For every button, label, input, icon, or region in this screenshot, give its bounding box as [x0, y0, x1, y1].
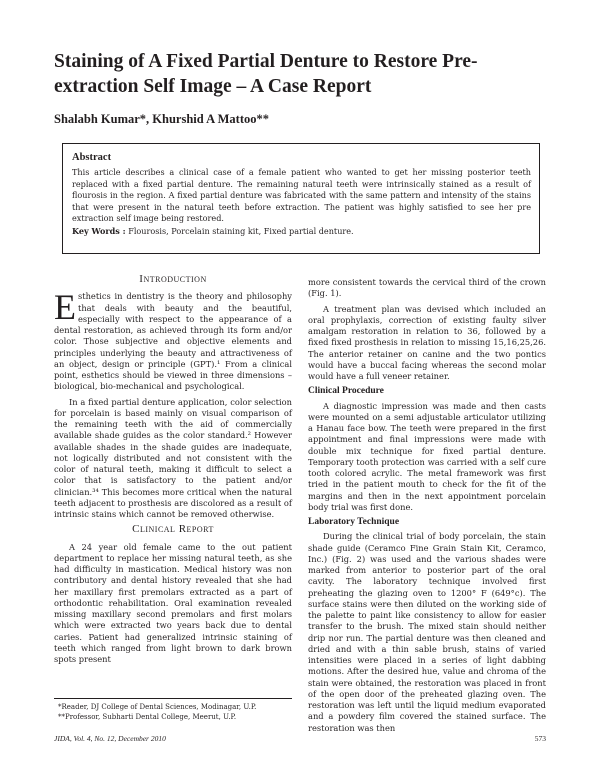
introduction-paragraph-1-text: sthetics in dentistry is the theory and philosophy that deals with beauty and the beautiful, especially with respect to the appearance of a dental restoration, as achieved through its form and/or color. Those subjective and objective elements and principles underlying the beauty and attractiveness of an object, design or principle (GPT).¹ From a clinical point, esthetics should be viewed in three dimensions – biological, bio-mechanical and psychological. — [54, 291, 292, 392]
clinical-report-heading: Clinical Report — [132, 523, 214, 536]
laboratory-technique-heading: Laboratory Technique — [308, 517, 400, 527]
clinical-report-paragraph-1: A 24 year old female came to the out patient department to replace her missing natural teeth, as she had difficulty in mastication. Medical history was non contributory and dental history revealed that she had her maxillary first premolars extracted as a part of orthodontic rehabilitation. Oral examination revealed missing maxillary second premolars and first molars which were extracted two years back due to dental caries. Patient had generalized intrinsic staining of teeth which ranged from light brown to dark brown spots present — [54, 541, 292, 664]
dropcap-letter: E — [54, 287, 76, 328]
footnote-2: **Professor, Subharti Dental College, Meerut, U.P. — [58, 713, 237, 721]
abstract-box — [62, 143, 540, 254]
article-title: Staining of A Fixed Partial Denture to Restore Pre-extraction Self Image – A Case Report — [54, 51, 478, 97]
introduction-paragraph-1 — [54, 287, 292, 392]
abstract-text: This article describes a clinical case of a female patient who wanted to get her missing posterior teeth replaced with a fixed partial denture. The remaining natural teeth were intrinsically stained as a result of flourosis in the region. A fixed partial denture was fabricated with the same pattern and intensity of the stains that were present in the natural teeth before extraction. The patient was highly satisfied to see her pre extraction self image being restored. — [72, 167, 531, 224]
keywords-line — [72, 226, 531, 237]
introduction-paragraph-2: In a fixed partial denture application, color selection for porcelain is based mainly on visual comparison of the remaining teeth with the aid of commercially available shade guides as the color standard.² However available shades in the shade guides are inadequate, not logically distributed and not consistent with the color of natural teeth, making it difficult to select a color that is satisfactory to the patient and/or clinician.³⁴ This becomes more critical when the natural teeth adjacent to prosthesis are discolored as a result of intrinsic stains which cannot be removed otherwise. — [54, 396, 292, 519]
introduction-heading: Introduction — [139, 273, 207, 285]
abstract-heading: Abstract — [72, 152, 112, 163]
footnote-1: *Reader, DJ College of Dental Sciences, Modinagar, U.P. — [58, 703, 257, 711]
clinical-report-paragraph-2: more consistent towards the cervical third of the crown (Fig. 1). — [308, 277, 546, 299]
clinical-report-paragraph-3: A treatment plan was devised which included an oral prophylaxis, correction of existing faulty silver amalgam restoration in relation to 36, followed by a fixed fixed prosthesis in relation to missing 15,16,25,26. The anterior retainer on canine and the two pontics would have a buccal facing whereas the second molar would have a full veneer retainer. — [308, 303, 546, 381]
clinical-procedure-heading: Clinical Procedure — [308, 386, 384, 397]
article-authors: Shalabh Kumar*, Khurshid A Mattoo** — [54, 112, 269, 126]
laboratory-technique-paragraph: During the clinical trial of body porcelain, the stain shade guide (Ceramco Fine Grain Stain Kit, Ceramco, Inc.) (Fig. 2) was used and the various shades were marked from anterior to posterior part of the oral cavity. The laboratory technique involved first preheating the glazing oven to 1200° F (649°c). The surface stains were then diluted on the working side of the palette to paint like consistency to allow for easier transfer to the brush. The mixed stain should neither drip nor run. The partial denture was then cleaned and dried and with a thin sable brush, stains of varied intensities were placed in a series of light dabbing motions. After the desired hue, value and chroma of the stain were obtained, the restoration was placed in front of the open door of the preheated glazing oven. The restoration was left until the liquid medium evaporated and a powdery film covered the stained surface. The restoration was then — [308, 531, 546, 733]
left-column — [54, 270, 292, 665]
page-footer — [54, 734, 546, 743]
journal-citation: JIDA, Vol. 4, No. 12, December 2010 — [54, 734, 166, 743]
right-column — [308, 277, 546, 734]
keywords-text: Flourosis, Porcelain staining kit, Fixed partial denture. — [125, 226, 354, 237]
keywords-label: Key Words : — [72, 226, 126, 237]
page-number: 573 — [534, 734, 546, 743]
clinical-procedure-paragraph: A diagnostic impression was made and then casts were mounted on a semi adjustable articulator utilizing a Hanau face bow. The teeth were prepared in the first appointment and final impressions were made with double mix technique for fixed partial denture. Temporary tooth protection was carried with a self cure tooth colored acrylic. The metal framework was first tried in the patient mouth to check for the fit of the margins and then in the next appointment porcelain body trial was first done. — [308, 400, 546, 512]
footnotes — [54, 698, 292, 722]
